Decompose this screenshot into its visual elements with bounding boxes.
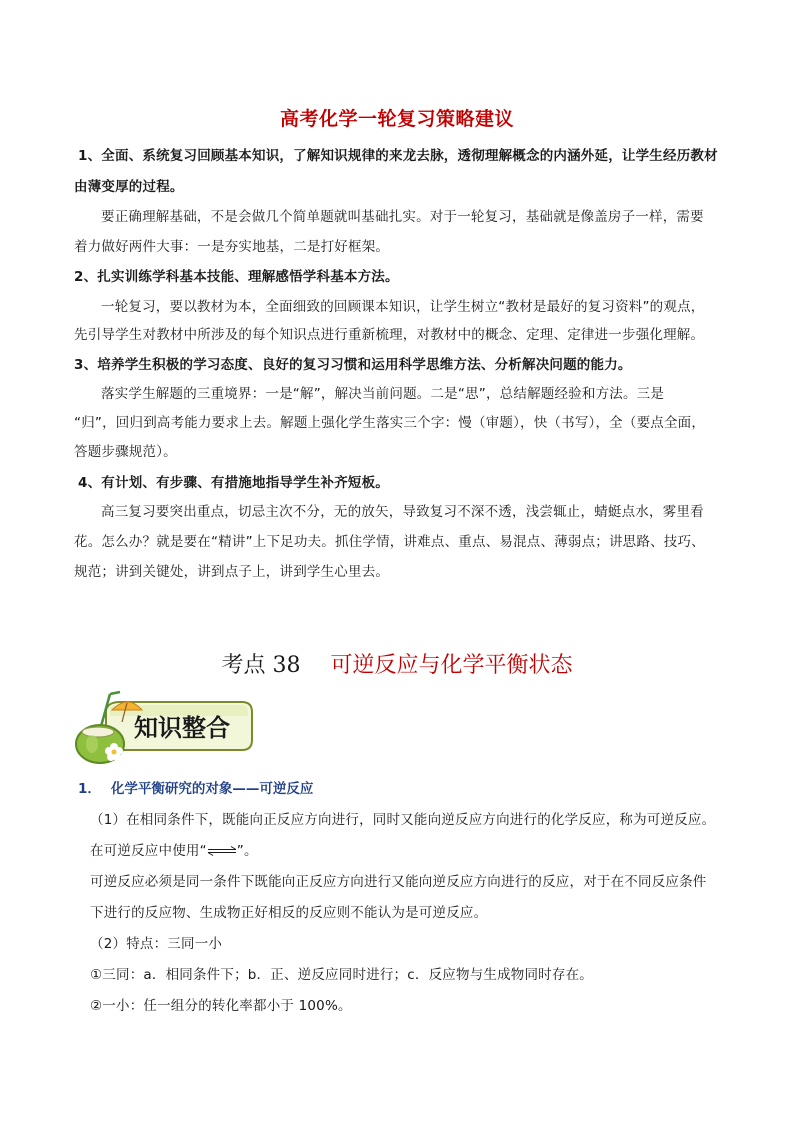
knowledge-p2 [90,839,258,859]
badge-text: 知识整合 [134,713,230,742]
section-3-line-1: 落实学生解题的三重境界：一是“解”，解决当前问题。二是“思”，总结解题经验和方法。三是 [101,386,665,402]
knowledge-heading [78,777,313,797]
coconut-drink-icon [70,688,260,768]
section-3-line-3: 答题步骤规范）。 [74,444,177,460]
section-2-line-1: 一轮复习，要以教材为本，全面细致的回顾课本知识，让学生树立“教材是最好的复习资料”的观点， [101,299,705,315]
knowledge-p2-before: 在可逆反应中使用“ [90,843,207,859]
section-4-line-2: 花。怎么办？就是要在“精讲”上下足功夫。抓住学情，讲难点、重点、易混点、薄弱点；讲思路、技巧、 [74,534,705,550]
section-4-line-1: 高三复习要突出重点，切忌主次不分，无的放矢，导致复习不深不透，浅尝辄止，蜻蜓点水，雾里看 [101,504,704,520]
knowledge-p3b: 下进行的反应物、生成物正好相反的反应则不能认为是可逆反应。 [90,905,488,921]
knowledge-p1: （1）在相同条件下，既能向正反应方向进行，同时又能向逆反应方向进行的化学反应，称为可逆反应。 [90,812,716,828]
knowledge-p4: （2）特点：三同一小 [90,936,223,952]
kaodian-name: 可逆反应与化学平衡状态 [330,653,573,678]
section-3-line-2: “归”，回归到高考能力要求上去。解题上强化学生落实三个字：慢（审题），快（书写），全（要点全面， [74,415,706,431]
reversible-arrow-icon [207,846,237,856]
knowledge-p5: ①三同：a．相同条件下；b．正、逆反应同时进行；c．反应物与生成物同时存在。 [90,967,593,983]
knowledge-p3a: 可逆反应必须是同一条件下既能向正反应方向进行又能向逆反应方向进行的反应，对于在不同反应条件 [90,874,707,890]
knowledge-p2-after: ”。 [236,843,258,859]
knowledge-p6: ②一小：任一组分的转化率都小于 100%。 [90,998,352,1014]
section-4-line-3: 规范；讲到关键处，讲到点子上，讲到学生心里去。 [74,564,390,580]
section-4-heading: 4、有计划、有步骤、有措施地指导学生补齐短板。 [78,475,389,491]
section-1-line-1: 要正确理解基础，不是会做几个简单题就叫基础扎实。对于一轮复习，基础就是像盖房子一样，需要 [101,209,704,225]
section-2-heading: 2、扎实训练学科基本技能、理解感悟学科基本方法。 [74,269,399,285]
section-1-heading-cont: 由薄变厚的过程。 [74,179,184,195]
section-1-heading: 1、全面、系统复习回顾基本知识，了解知识规律的来龙去脉，透彻理解概念的内涵外延，让学生经历教材 [78,148,718,164]
section-3-heading: 3、培养学生积极的学习态度、良好的复习习惯和运用科学思维方法、分析解决问题的能力。 [74,357,632,373]
knowledge-num: 1． [78,781,101,797]
section-2-line-2: 先引导学生对教材中所涉及的每个知识点进行重新梳理，对教材中的概念、定理、定律进一步强化理解。 [74,327,705,343]
knowledge-heading-text: 化学平衡研究的对象——可逆反应 [110,781,314,797]
section-1-line-2: 着力做好两件大事：一是夯实地基，二是打好框架。 [74,239,390,255]
doc-title: 高考化学一轮复习策略建议 [279,108,514,130]
kaodian-title [0,648,794,679]
knowledge-badge [70,688,260,768]
kaodian-label: 考点 38 [221,653,301,678]
